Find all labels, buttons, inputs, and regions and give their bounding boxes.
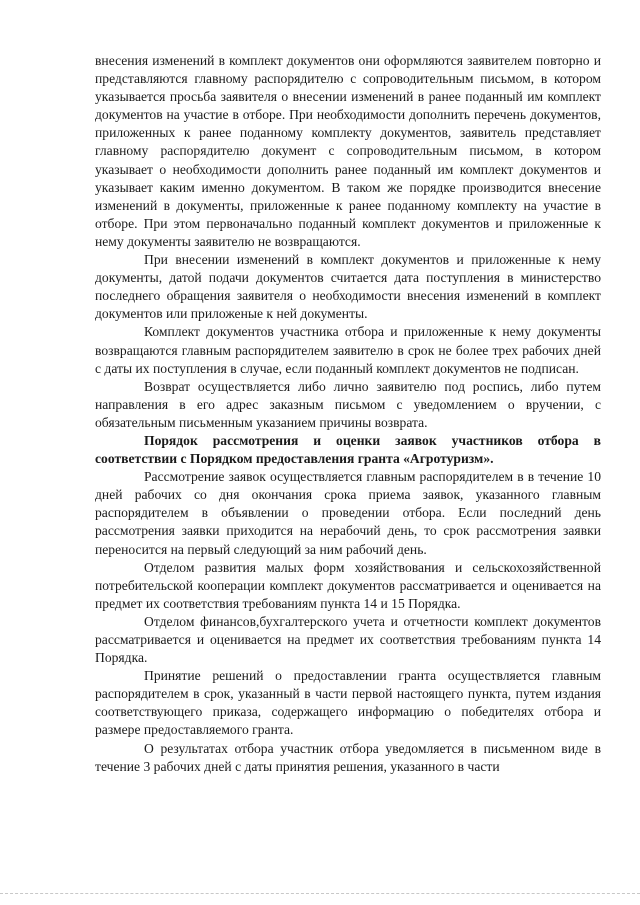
paragraph-return-unsigned: Комплект документов участника отбора и приложенные к нему документы возвращаются главным распорядителем заявителю в срок не более трех рабочих дней с даты их поступления в случае, если поданный комплект документов не подписан. [95,324,601,376]
paragraph-review-period: Рассмотрение заявок осуществляется главным распорядителем в в течение 10 дней рабочих со дня окончания срока приема заявок, указанного главным распорядителем в объявлении о проведении отбора. Если последний день рассмотрения заявки приходится на нерабочий день, то срок рассмотрения заявки переносится на первый следующий за ним рабочий день. [95,469,601,557]
paragraph-grant-decision: Принятие решений о предоставлении гранта осуществляется главным распорядителем в срок, указанный в части первой настоящего пункта, путем издания соответствующего приказа, содержащего информацию о победителях отбора и размере предоставляемого гранта. [95,668,601,738]
paragraph-small-farms-department: Отделом развития малых форм хозяйствования и сельскохозяйственной потребительской кооперации комплект документов рассматривается и оценивается на предмет их соответствия требованиям пункта 14 и 15 Порядка. [95,559,601,611]
section-heading: Порядок рассмотрения и оценки заявок участников отбора в соответствии с Порядком предоставления гранта «Агротуризм». [95,432,601,467]
document-page [95,52,601,776]
scan-edge-line [0,893,640,894]
paragraph-return-method: Возврат осуществляется либо лично заявителю под роспись, либо путем направления в его адрес заказным письмом с уведомлением о вручении, с обязательным письменным указанием причины возврата. [95,378,601,430]
paragraph-notification: О результатах отбора участник отбора уведомляется в письменном виде в течение 3 рабочих дней с даты принятия решения, указанного в части [95,740,601,774]
paragraph-document-changes-date: При внесении изменений в комплект документов и приложенные к нему документы, датой подачи документов считается дата поступления в министерство последнего обращения заявителя о необходимости внесения изменений в комплект документов или приложеные к ней документы. [95,252,601,322]
paragraph-finance-department: Отделом финансов,бухгалтерского учета и отчетности комплект документов рассматривается и оценивается на предмет их соответствия требованиям пункта 14 Порядка. [95,613,601,666]
paragraph-continuation: внесения изменений в комплект документов они оформляются заявителем повторно и представляются главному распорядителю с сопроводительным письмом, в котором указывается просьба заявителя о внесении изменений в ранее поданный им комплект документов на участие в отборе. При необходимости дополнить перечень документов, приложенных к ранее поданному комплекту документов, заявитель представляет главному распорядителю документ с сопроводительным письмом, в котором указывает о необходимости дополнить ранее поданный им комплект документов и указывает каким именно документом. В таком же порядке производится внесение изменений в документы, приложенные к ранее поданному комплекту на участие в отборе. При этом первоначально поданный комплект документов и приложенные к нему документы заявителю не возвращаются. [95,53,601,249]
